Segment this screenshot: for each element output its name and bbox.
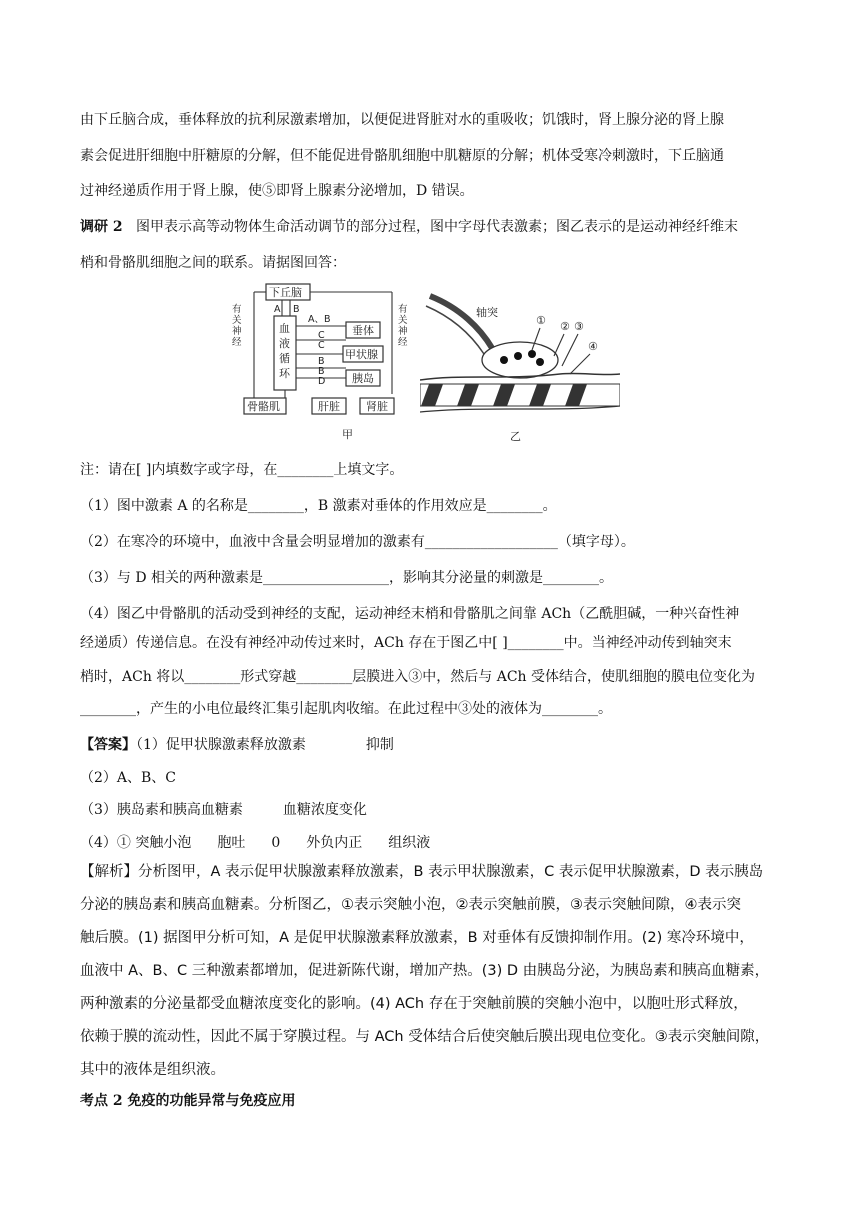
label-b3: B: [318, 366, 325, 377]
answer-line-4: [80, 833, 430, 853]
label-c1: C: [318, 330, 325, 341]
nerve-right-2: 关: [398, 315, 408, 326]
answer-line-1: [80, 735, 394, 755]
question-line-2: 梢和骨骼肌细胞之间的联系。请据图回答：: [80, 255, 346, 271]
vesicle-4: [536, 358, 544, 366]
nerve-left-1: 有: [232, 304, 242, 315]
answer-2: （2）A、B、C: [80, 770, 177, 786]
intro-line-2: 素会促进肝细胞中肝糖原的分解，但不能促进骨骼肌细胞中肌糖原的分解；机体受寒冷刺激时，下丘脑通: [80, 148, 724, 164]
blood-char-4: 环: [279, 367, 290, 380]
label-b: B: [293, 304, 300, 315]
label-c2: C: [318, 340, 325, 351]
thyroid-label: 甲状腺: [345, 348, 378, 361]
answer-label: 【答案】: [80, 737, 136, 753]
answer-4-part1: （4）① 突触小泡: [80, 835, 192, 851]
kidney-label: 肾脏: [366, 400, 388, 413]
figure-yi-caption: 乙: [510, 430, 521, 443]
label-a: A: [274, 304, 281, 315]
figure-jia-caption: 甲: [342, 428, 353, 441]
answer-1-part1: （1）促甲状腺激素释放激素: [136, 737, 306, 753]
question-label: 调研 2: [80, 219, 123, 235]
question-4-line-1: （4）图乙中骨骼肌的活动受到神经的支配，运动神经末梢和骨骼肌之间靠 ACh（乙酰胆碱，一种兴奋性神: [80, 606, 740, 622]
hypothalamus-label: 下丘脑: [269, 286, 302, 299]
question-2: （2）在寒冷的环境中，血液中含量会明显增加的激素有___________________（填字母）。: [80, 534, 635, 550]
label-4: ④: [588, 340, 598, 353]
answer-4-part3: 0: [271, 835, 281, 851]
answer-4-part5: 组织液: [388, 835, 431, 851]
muscle-label: 骨骼肌: [247, 400, 280, 413]
nerve-right-3: 神: [398, 326, 408, 337]
question-line-1: [80, 217, 738, 237]
answer-4-part4: 外负内正: [306, 835, 363, 851]
axon-stalk: [430, 296, 492, 348]
muscle-fiber: [420, 384, 620, 406]
analysis-line-6: 依赖于膜的流动性，因此不属于穿膜过程。与 ACh 受体结合后使突触后膜出现电位变化。③表示突触间隙，: [80, 1029, 770, 1045]
question-4-line-3: 梢时，ACh 将以________形式穿越________层膜进入③中，然后与 ACh 受体结合，使肌细胞的膜电位变化为: [80, 669, 756, 685]
vesicle-2: [514, 352, 522, 360]
label-b2: B: [318, 356, 325, 367]
intro-line-3: 过神经递质作用于肾上腺，使⑤即肾上腺素分泌增加，D 错误。: [80, 183, 474, 199]
nerve-left-3: 神: [232, 326, 242, 337]
intro-line-1: 由下丘脑合成，垂体释放的抗利尿激素增加，以便促进肾脏对水的重吸收；饥饿时，肾上腺分泌的肾上腺: [80, 112, 724, 128]
answer-4-part2: 胞吐: [217, 835, 246, 851]
analysis-line-1: 【解析】分析图甲，A 表示促甲状腺激素释放激素，B 表示甲状腺激素，C 表示促甲状腺激素，D 表示胰岛: [80, 864, 764, 880]
analysis-line-5: 两种激素的分泌量都受血糖浓度变化的影响。(4) ACh 存在于突触前膜的突触小泡中，以胞吐形式释放，: [80, 996, 748, 1012]
answer-3-part2: 血糖浓度变化: [282, 802, 367, 818]
answer-line-3: [80, 800, 367, 820]
label-1: ①: [536, 314, 546, 327]
analysis-line-2: 分泌的胰岛素和胰高血糖素。分析图乙，①表示突触小泡，②表示突触前膜，③表示突触间隙，④表示突: [80, 897, 741, 913]
answer-3-part1: （3）胰岛素和胰高血糖素: [80, 802, 243, 818]
question-1: （1）图中激素 A 的名称是________，B 激素对垂体的作用效应是________。: [80, 498, 557, 514]
nerve-right-1: 有: [398, 304, 408, 315]
blood-char-1: 血: [279, 322, 290, 335]
figure-jia: [230, 282, 420, 442]
figure-yi: [420, 288, 620, 448]
muscle-lower-edge: [420, 406, 620, 412]
blood-char-2: 液: [279, 337, 290, 350]
blood-char-3: 循: [279, 352, 290, 365]
analysis-line-7: 其中的液体是组织液。: [80, 1062, 225, 1078]
analysis-line-3: 触后膜。(1) 据图甲分析可知，A 是促甲状腺激素释放激素，B 对垂体有反馈抑制作用。(2) 寒冷环境中，: [80, 930, 754, 946]
axon-label: 轴突: [476, 306, 498, 319]
vesicle-3: [528, 350, 536, 358]
label-2: ②: [560, 320, 570, 333]
nerve-right-4: 经: [398, 337, 408, 348]
answer-1-part2: 抑制: [365, 737, 394, 753]
analysis-line-4: 血液中 A、B、C 三种激素都增加，促进新陈代谢，增加产热。(3) D 由胰岛分泌，为胰岛素和胰高血糖素，: [80, 963, 770, 979]
note: 注：请在[ ]内填数字或字母，在________上填文字。: [80, 462, 404, 478]
pointer-4: [570, 354, 590, 374]
label-3: ③: [574, 320, 584, 333]
nerve-left-4: 经: [232, 337, 242, 348]
question-3: （3）与 D 相关的两种激素是__________________，影响其分泌量的刺激是________。: [80, 570, 614, 586]
islet-label: 胰岛: [352, 372, 374, 385]
label-ab: A、B: [308, 314, 331, 325]
axon-terminal: [482, 342, 558, 378]
pointer-3: [562, 334, 578, 366]
liver-label: 肝脏: [318, 400, 340, 413]
question-text-1: 图甲表示高等动物体生命活动调节的部分过程，图中字母代表激素；图乙表示的是运动神经纤维末: [135, 219, 738, 235]
vesicle-1: [500, 356, 508, 364]
question-4-line-2: 经递质）传递信息。在没有神经冲动传过来时，ACh 存在于图乙中[ ]________中。当神经冲动传到轴突末: [80, 635, 732, 651]
section-heading: 考点 2 免疫的功能异常与免疫应用: [80, 1093, 296, 1109]
pituitary-label: 垂体: [352, 324, 374, 337]
pointer-2: [554, 334, 564, 356]
label-d: D: [318, 376, 326, 387]
nerve-left-2: 关: [232, 315, 242, 326]
question-4-line-4: ________，产生的小电位最终汇集引起肌肉收缩。在此过程中③处的液体为________。: [80, 701, 612, 717]
